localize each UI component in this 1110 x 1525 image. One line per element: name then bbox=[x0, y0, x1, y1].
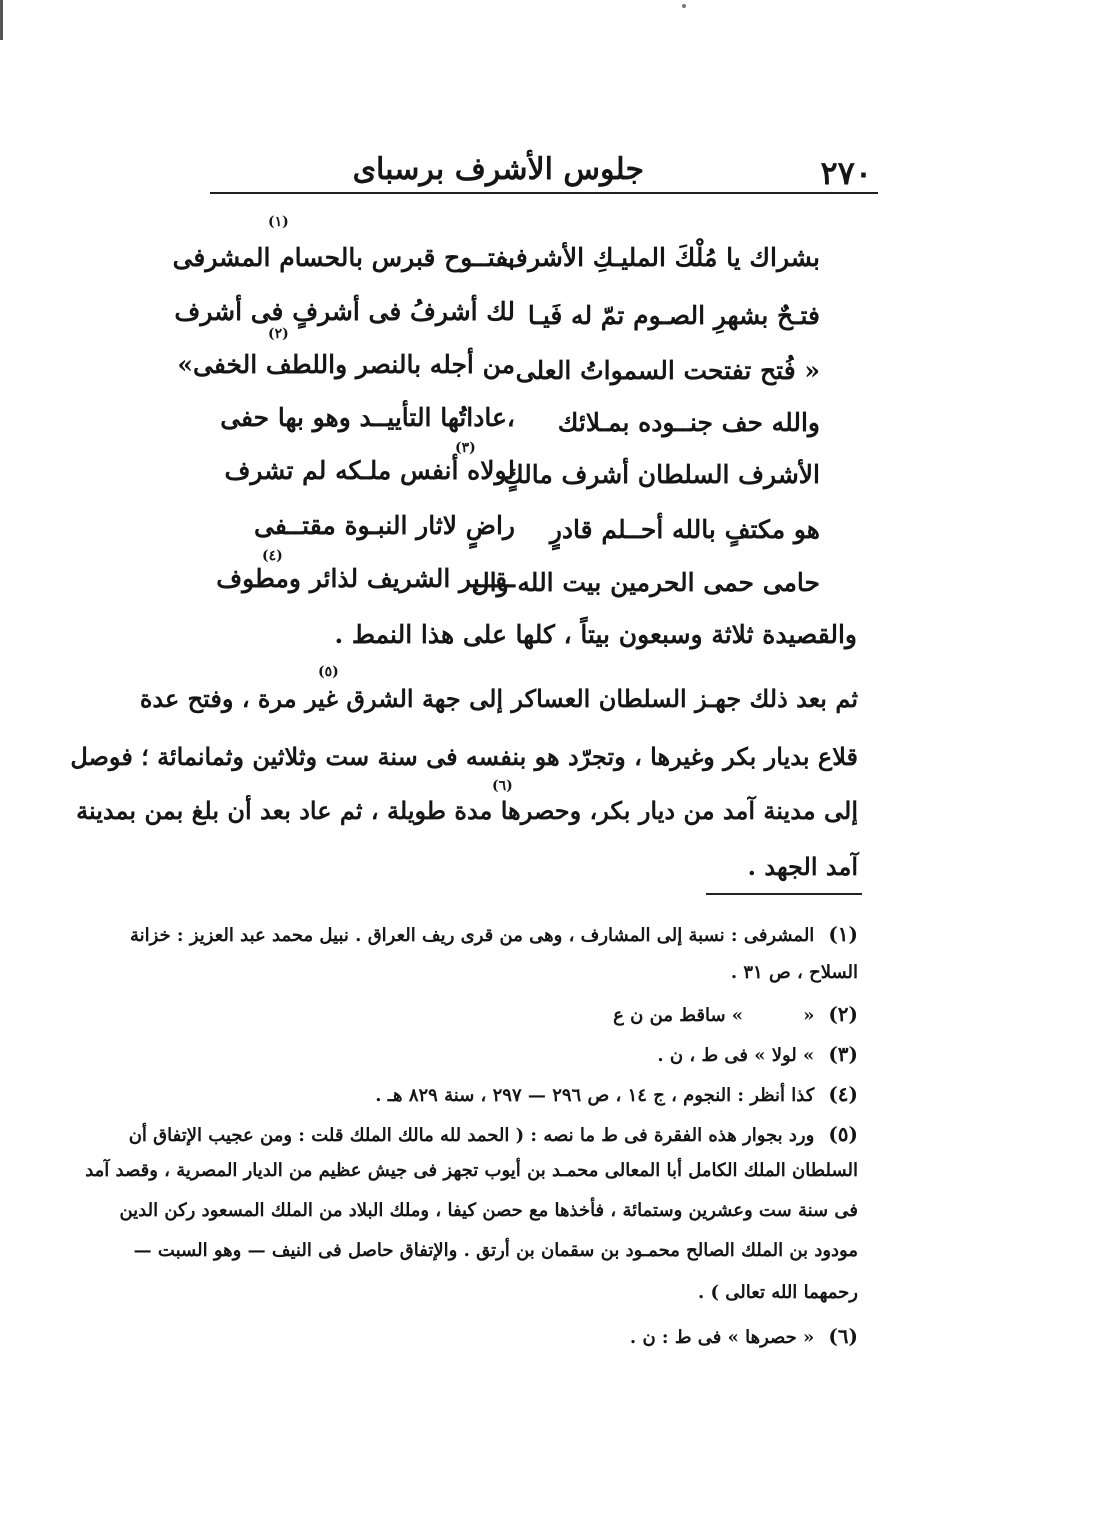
footnote-3-number: (٣) bbox=[828, 1042, 858, 1066]
footnote-rule bbox=[706, 893, 862, 895]
verse-2-first-hemistich: فتـحٌ بشهرِ الصـوم تمّ له فَيـا bbox=[527, 301, 820, 330]
footnote-1-text: المشرفى : نسبة إلى المشارف ، وهى من قرى ريف العراق . نبيل محمد عبد العزيز : خزانة bbox=[129, 925, 815, 946]
footnote-1-line-2: السلاح ، ص ٣١ . bbox=[730, 962, 858, 983]
footnote-6-text: « حصرها » فى ط : ن . bbox=[629, 1327, 815, 1348]
footnote-4-number: (٤) bbox=[828, 1082, 858, 1106]
verse-2-second-hemistich: لك أشرفُ فى أشرفٍ فى أشرف bbox=[174, 297, 515, 326]
paragraph-line-2: قلاع بديار بكر وغيرها ، وتجرّد هو بنفسه فى سنة ست وثلاثين وثمانمائة ؛ فوصل bbox=[70, 742, 858, 771]
verse-1-first-hemistich: بشراك يا مُلْكَ المليـكِ الأشرف bbox=[502, 243, 820, 272]
footnote-2 bbox=[210, 1002, 858, 1026]
footnote-marker-6: (٦) bbox=[492, 778, 513, 794]
scan-dot-mark bbox=[682, 4, 686, 8]
scan-edge-mark bbox=[0, 0, 3, 40]
verse-6-first-hemistich: هو مكتفٍ بالله أحــلم قادرٍ bbox=[549, 515, 820, 544]
footnote-5-line-2: السلطان الملك الكامل أبا المعالى محمـد بن أيوب تجهز فى جيش عظيم من الديار المصرية ، وقصد آمد bbox=[85, 1160, 858, 1181]
page-header bbox=[210, 150, 880, 192]
verse-4-first-hemistich: والله حف جنــوده بمـلائك bbox=[557, 408, 820, 437]
footnote-marker-1: (١) bbox=[268, 214, 289, 230]
paragraph-line-4: آمد الجهد . bbox=[747, 852, 858, 881]
header-rule bbox=[210, 192, 878, 194]
verse-3-first-hemistich: « فُتح تفتحت السمواتُ العلى bbox=[515, 356, 820, 385]
footnote-1-number: (١) bbox=[828, 922, 858, 946]
footnote-marker-5: (٥) bbox=[318, 664, 339, 680]
footnote-marker-2: (٢) bbox=[268, 326, 289, 342]
poem-summary: والقصيدة ثلاثة وسبعون بيتاً ، كلها على هذا النمط . bbox=[334, 620, 857, 649]
footnote-2-open-quote: « bbox=[803, 1005, 815, 1026]
running-title: جلوس الأشرف برسباى bbox=[352, 152, 644, 187]
paragraph-line-1: ثم بعد ذلك جهـز السلطان العساكر إلى جهة الشرق غير مرة ، وفتح عدة bbox=[139, 684, 858, 713]
footnote-2-text: » ساقط من ن ع bbox=[613, 1005, 744, 1026]
footnote-4-text: كذا أنظر : النجوم ، ج ١٤ ، ص ٢٩٦ — ٢٩٧ ، سنة ٨٢٩ هـ . bbox=[375, 1085, 815, 1106]
verse-1-second-hemistich: بفتــوح قبرس بالحسام المشرفى bbox=[172, 243, 515, 272]
footnote-marker-3: (٣) bbox=[455, 440, 476, 456]
verse-6-second-hemistich: راضٍ لاثار النبـوة مقتــفى bbox=[254, 511, 515, 540]
footnote-5-line-5: رحمهما الله تعالى ) . bbox=[697, 1282, 858, 1303]
footnote-6 bbox=[210, 1324, 858, 1348]
footnote-5-number: (٥) bbox=[828, 1122, 858, 1146]
footnote-4 bbox=[210, 1082, 858, 1106]
verse-4-second-hemistich: ،عاداتُها التأييــد وهو بها حفى bbox=[220, 403, 515, 432]
footnote-3 bbox=[210, 1042, 858, 1066]
footnote-5-line-3: فى سنة ست وعشرين وستمائة ، فأخذها مع حصن كيفا ، وملك البلاد من الملك المسعود ركن الدين bbox=[119, 1200, 858, 1221]
footnote-3-text: » لولا » فى ط ، ن . bbox=[657, 1045, 815, 1066]
footnote-1-line-1 bbox=[129, 922, 858, 946]
footnote-5-line-4: مودود بن الملك الصالح محمـود بن سقمان بن أرتق . والإتفاق حاصل فى النيف — وهو السبت — bbox=[133, 1240, 858, 1261]
verse-5-first-hemistich: الأشرف السلطان أشرف مالكٍ bbox=[503, 460, 820, 489]
verse-7-second-hemistich: ـقــبر الشريف لذائر ومطوف bbox=[216, 564, 515, 593]
footnote-5-text-1: ورد بجوار هذه الفقرة فى ط ما نصه : ( الحمد لله مالك الملك قلت : ومن عجيب الإتفاق أن bbox=[128, 1125, 815, 1146]
verse-3-second-hemistich: من أجله بالنصر واللطف الخفى» bbox=[177, 350, 515, 379]
footnote-2-number: (٢) bbox=[828, 1002, 858, 1026]
paragraph-line-3: إلى مدينة آمد من ديار بكر، وحصرها مدة طويلة ، ثم عاد بعد أن بلغ بمن بمدينة bbox=[76, 796, 858, 825]
footnote-5-line-1 bbox=[128, 1122, 858, 1146]
verse-7-first-hemistich: حامى حمى الحرمين بيت الله وال bbox=[471, 568, 820, 597]
footnote-6-number: (٦) bbox=[828, 1324, 858, 1348]
verse-5-second-hemistich: لولاه أنفس ملـكه لم تشرف bbox=[224, 456, 515, 485]
footnote-marker-4: (٤) bbox=[262, 548, 283, 564]
page-number: ٢٧٠ bbox=[820, 154, 872, 192]
